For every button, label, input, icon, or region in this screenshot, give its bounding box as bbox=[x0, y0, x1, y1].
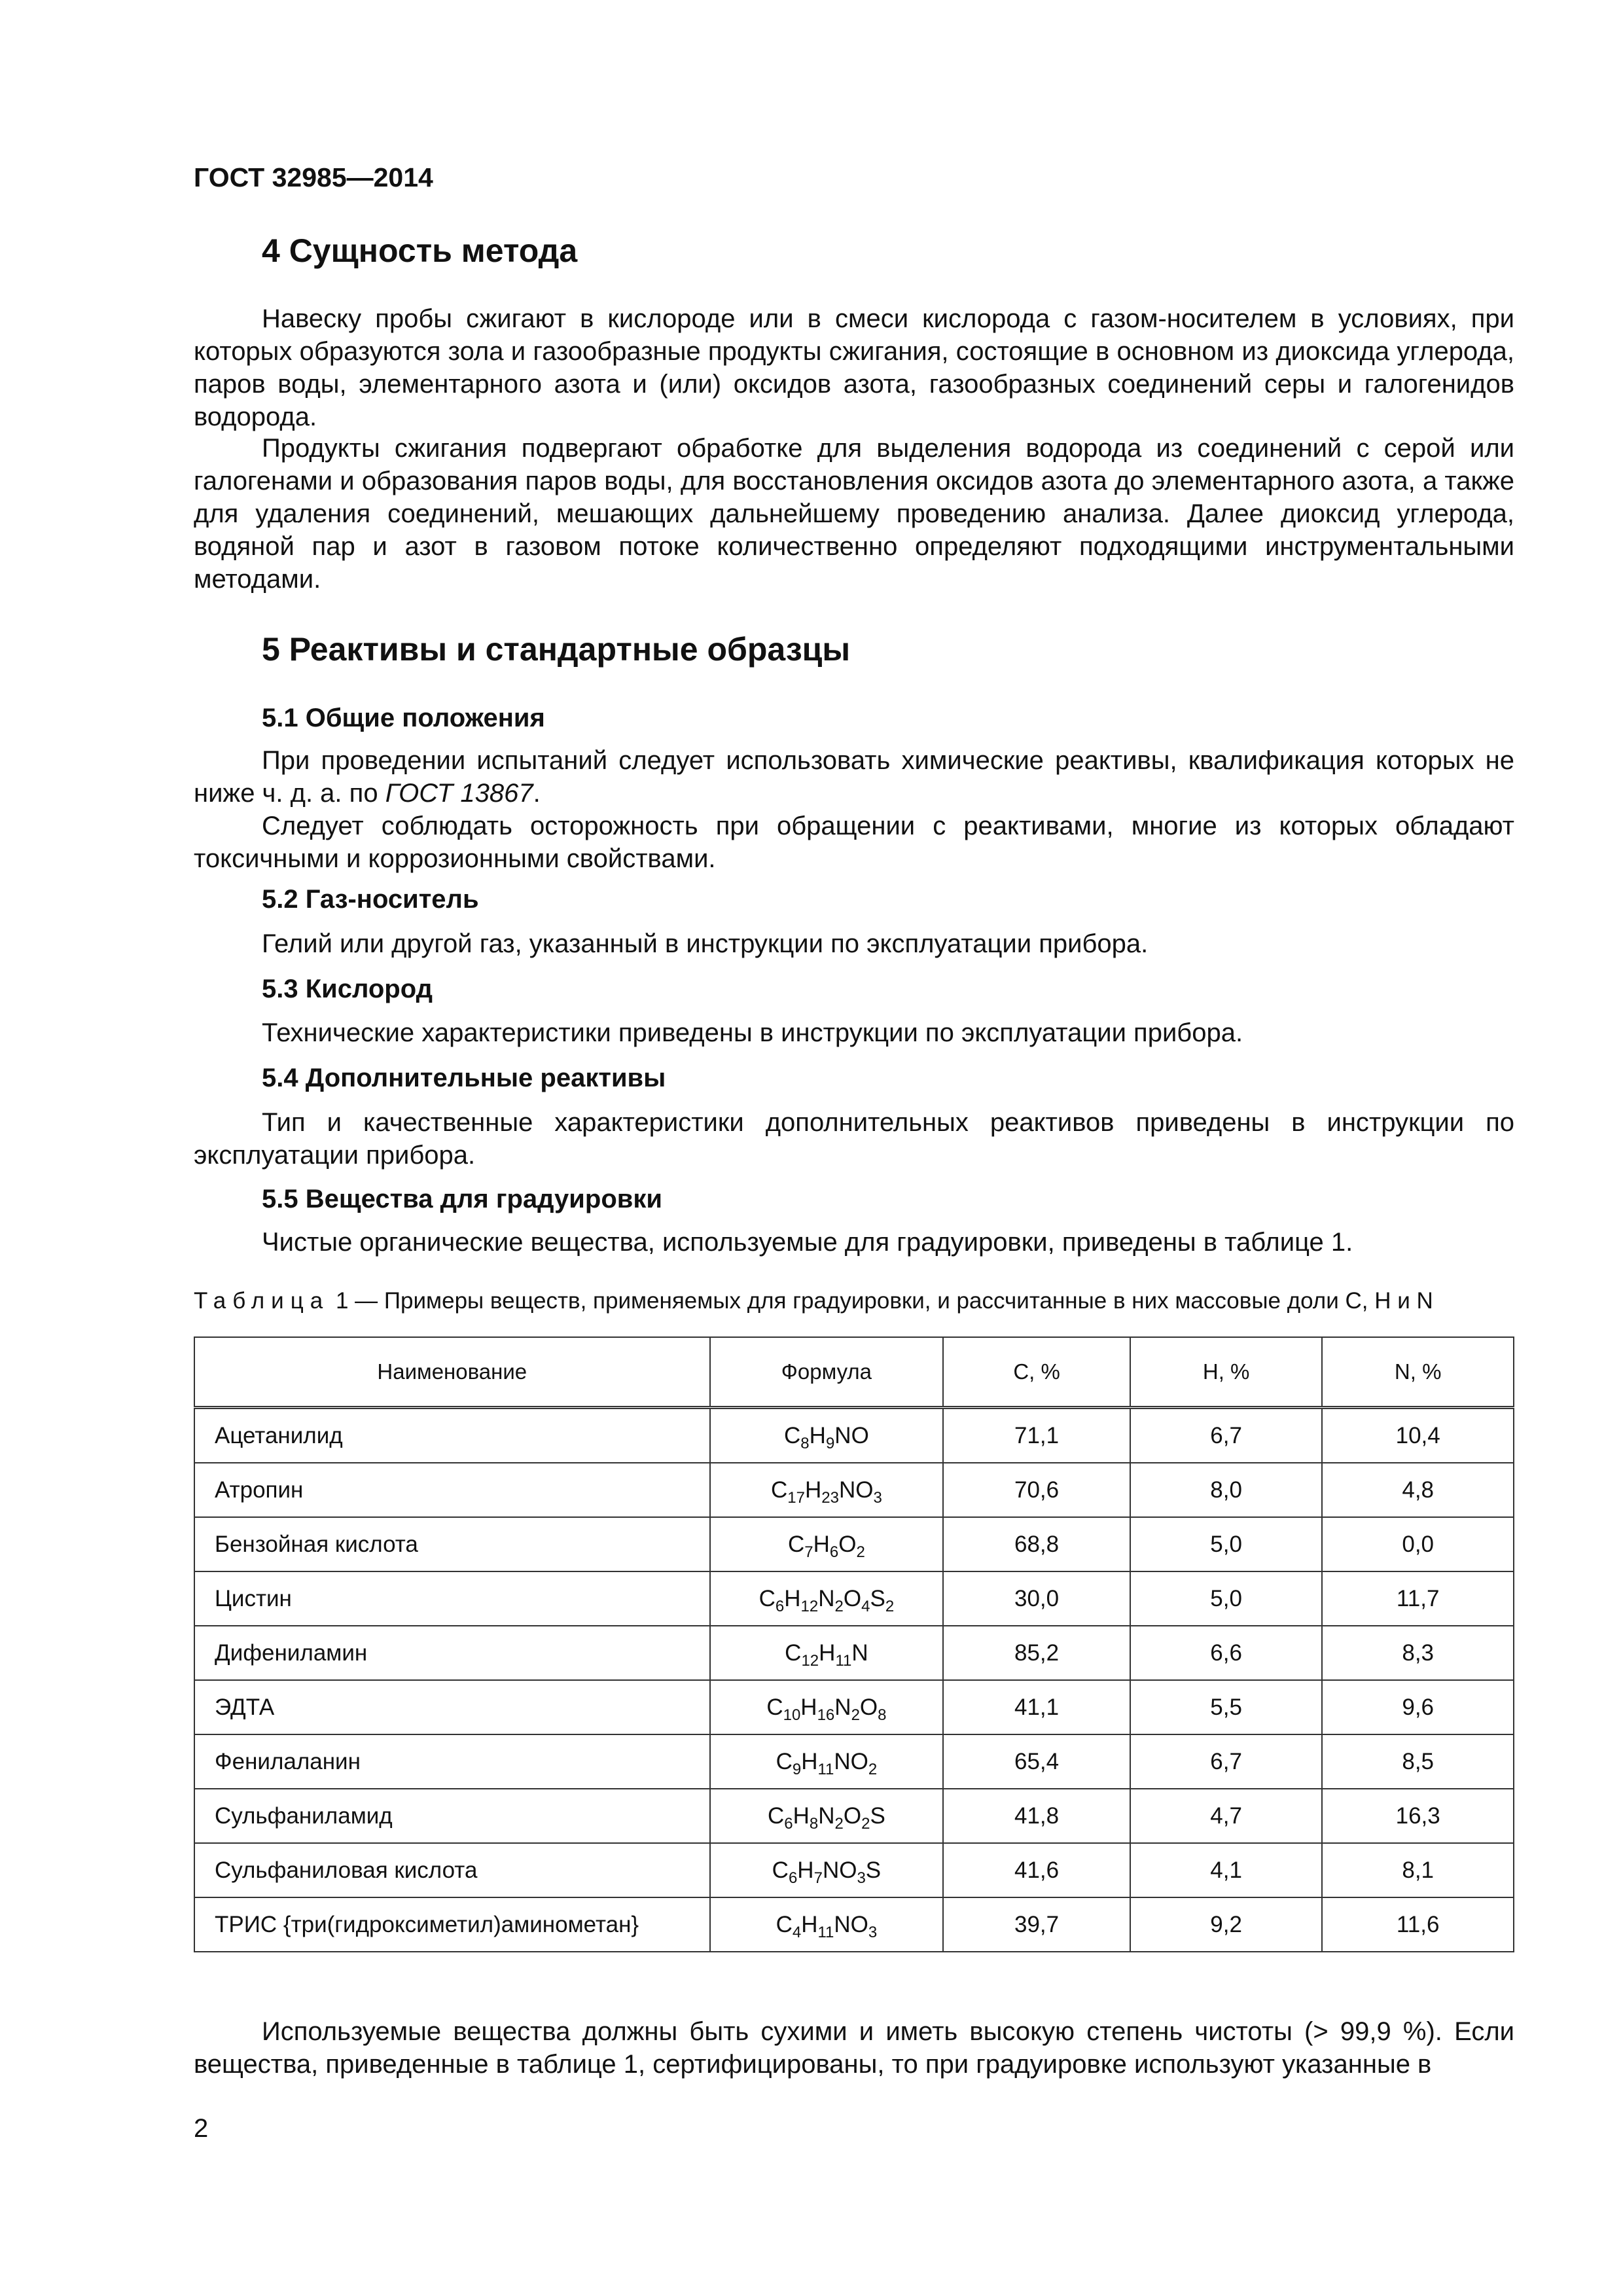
substance-name: Цистин bbox=[194, 1571, 710, 1626]
table-row bbox=[194, 1408, 1514, 1463]
section-5-2-title: 5.2 Газ-носитель bbox=[262, 885, 479, 914]
carbon-percent: 41,6 bbox=[943, 1843, 1130, 1897]
carbon-percent: 41,1 bbox=[943, 1680, 1130, 1734]
hydrogen-percent: 5,5 bbox=[1130, 1680, 1323, 1734]
header-nitrogen: N, % bbox=[1322, 1337, 1514, 1408]
formula-subscript: 7 bbox=[813, 1869, 823, 1887]
formula-element: H bbox=[784, 1585, 801, 1611]
carbon-percent: 39,7 bbox=[943, 1897, 1130, 1952]
formula-subscript: 4 bbox=[792, 1923, 802, 1941]
formula-subscript: 7 bbox=[804, 1543, 813, 1561]
formula-subscript: 9 bbox=[792, 1760, 802, 1778]
header-name: Наименование bbox=[194, 1337, 710, 1408]
formula-element: C bbox=[758, 1585, 776, 1611]
after-table-paragraph: Используемые вещества должны быть сухими и иметь высокую степень чистоты (> 99,9 %). Если вещества, приведенные в таблице 1, сертифицированы, то при градуировке используют указанные в bbox=[194, 2017, 1514, 2079]
formula-subscript: 2 bbox=[868, 1760, 878, 1778]
chemical-formula bbox=[710, 1463, 944, 1517]
nitrogen-percent: 4,8 bbox=[1322, 1463, 1514, 1517]
formula-element: H bbox=[800, 1694, 817, 1720]
page-number: 2 bbox=[194, 2114, 209, 2143]
formula-element: H bbox=[793, 1803, 810, 1829]
table-caption-text: 1 — Примеры веществ, применяемых для градуировки, и рассчитанные в них массовые доли С, Н и N bbox=[329, 1288, 1433, 1314]
formula-element: N bbox=[834, 1694, 851, 1720]
table-row bbox=[194, 1517, 1514, 1571]
section-5-5-title: 5.5 Вещества для градуировки bbox=[262, 1185, 662, 1213]
formula-subscript: 9 bbox=[825, 1434, 835, 1452]
nitrogen-percent: 8,3 bbox=[1322, 1626, 1514, 1680]
table-caption-label: Таблица bbox=[194, 1288, 330, 1314]
header-carbon: С, % bbox=[943, 1337, 1130, 1408]
formula-subscript: 6 bbox=[829, 1543, 839, 1561]
formula-element: C bbox=[771, 1477, 788, 1503]
section-5-4-title: 5.4 Дополнительные реактивы bbox=[262, 1064, 666, 1092]
formula-subscript: 8 bbox=[878, 1706, 887, 1724]
hydrogen-percent: 6,7 bbox=[1130, 1734, 1323, 1789]
formula-element: S bbox=[870, 1803, 885, 1829]
formula-subscript: 6 bbox=[788, 1869, 798, 1887]
nitrogen-percent: 10,4 bbox=[1322, 1408, 1514, 1463]
formula-subscript: 17 bbox=[787, 1488, 805, 1507]
formula-subscript: 2 bbox=[834, 1597, 844, 1615]
section-5-5-paragraph: Чистые органические вещества, используемые для градуировки, приведены в таблице 1. bbox=[262, 1228, 1353, 1257]
formula-element: O bbox=[843, 1803, 862, 1829]
substance-name: Фенилаланин bbox=[194, 1734, 710, 1789]
section-4-paragraph-1: Навеску пробы сжигают в кислороде или в смеси кислорода с газом-носителем в условиях, при которых образуются зола и газообразные продукты сжигания, состоящие в основном из диоксида углерода, паров воды, элементарного азота и (или) оксидов азота, газообразных соединений серы и галогенидов водорода. bbox=[194, 304, 1514, 431]
formula-element: N bbox=[851, 1640, 868, 1666]
table-1-caption bbox=[194, 1288, 1514, 1314]
chemical-formula bbox=[710, 1408, 944, 1463]
nitrogen-percent: 8,1 bbox=[1322, 1843, 1514, 1897]
table-row bbox=[194, 1680, 1514, 1734]
substance-name: ТРИС {три(гидроксиметил)аминометан} bbox=[194, 1897, 710, 1952]
table-1 bbox=[194, 1336, 1514, 1952]
substance-name: Ацетанилид bbox=[194, 1408, 710, 1463]
formula-subscript: 3 bbox=[857, 1869, 866, 1887]
formula-element: H bbox=[813, 1531, 830, 1557]
formula-subscript: 3 bbox=[873, 1488, 882, 1507]
formula-subscript: 11 bbox=[835, 1651, 852, 1670]
formula-element: C bbox=[776, 1911, 793, 1937]
formula-element: NO bbox=[834, 1422, 869, 1448]
chemical-formula bbox=[710, 1789, 944, 1843]
carbon-percent: 68,8 bbox=[943, 1517, 1130, 1571]
section-4-title: 4 Сущность метода bbox=[262, 232, 578, 269]
carbon-percent: 71,1 bbox=[943, 1408, 1130, 1463]
carbon-percent: 65,4 bbox=[943, 1734, 1130, 1789]
section-5-title: 5 Реактивы и стандартные образцы bbox=[262, 631, 851, 668]
header-formula: Формула bbox=[710, 1337, 944, 1408]
formula-element: C bbox=[772, 1857, 789, 1883]
carbon-percent: 85,2 bbox=[943, 1626, 1130, 1680]
formula-subscript: 2 bbox=[851, 1706, 860, 1724]
formula-subscript: 6 bbox=[775, 1597, 785, 1615]
hydrogen-percent: 4,7 bbox=[1130, 1789, 1323, 1843]
hydrogen-percent: 5,0 bbox=[1130, 1571, 1323, 1626]
substance-name: Дифениламин bbox=[194, 1626, 710, 1680]
nitrogen-percent: 16,3 bbox=[1322, 1789, 1514, 1843]
hydrogen-percent: 4,1 bbox=[1130, 1843, 1323, 1897]
formula-subscript: 10 bbox=[783, 1706, 801, 1724]
formula-subscript: 11 bbox=[817, 1923, 834, 1941]
formula-subscript: 6 bbox=[784, 1814, 793, 1833]
carbon-percent: 70,6 bbox=[943, 1463, 1130, 1517]
substance-name: Бензойная кислота bbox=[194, 1517, 710, 1571]
formula-subscript: 8 bbox=[800, 1434, 810, 1452]
formula-subscript: 2 bbox=[885, 1597, 895, 1615]
formula-element: C bbox=[784, 1422, 801, 1448]
section-5-1-paragraph-2: Следует соблюдать осторожность при обращении с реактивами, многие из которых обладают токсичными и коррозионными свойствами. bbox=[194, 812, 1514, 873]
hydrogen-percent: 8,0 bbox=[1130, 1463, 1323, 1517]
table-row bbox=[194, 1463, 1514, 1517]
hydrogen-percent: 9,2 bbox=[1130, 1897, 1323, 1952]
formula-element: O bbox=[838, 1531, 857, 1557]
formula-element: H bbox=[801, 1748, 818, 1774]
header-hydrogen: Н, % bbox=[1130, 1337, 1323, 1408]
chemical-formula bbox=[710, 1571, 944, 1626]
substance-name: Сульфаниламид bbox=[194, 1789, 710, 1843]
formula-subscript: 2 bbox=[856, 1543, 865, 1561]
table-row bbox=[194, 1789, 1514, 1843]
substance-name: ЭДТА bbox=[194, 1680, 710, 1734]
formula-subscript: 2 bbox=[861, 1814, 870, 1833]
table-row bbox=[194, 1734, 1514, 1789]
substance-name: Атропин bbox=[194, 1463, 710, 1517]
formula-element: H bbox=[809, 1422, 826, 1448]
formula-element: H bbox=[801, 1911, 818, 1937]
formula-element: C bbox=[767, 1803, 785, 1829]
section-5-4-paragraph: Тип и качественные характеристики дополнительных реактивов приведены в инструкции по эксплуатации прибора. bbox=[194, 1108, 1514, 1170]
formula-element: NO bbox=[834, 1748, 868, 1774]
formula-element: C bbox=[787, 1531, 805, 1557]
section-5-1-paragraph-1: При проведении испытаний следует использовать химические реактивы, квалификация которых не ниже ч. д. а. по ГОСТ 13867. bbox=[194, 746, 1514, 808]
nitrogen-percent: 11,6 bbox=[1322, 1897, 1514, 1952]
formula-element: H bbox=[819, 1640, 836, 1666]
section-4-paragraph-2: Продукты сжигания подвергают обработке для выделения водорода из соединений с серой или галогенами и образования паров воды, для восстановления оксидов азота до элементарного азота, а также для удаления соединений, мешающих дальнейшему проведению анализа. Далее диоксид углерода, водяной пар и азот в газовом потоке количественно определяют подходящими инструментальными методами. bbox=[194, 434, 1514, 594]
formula-subscript: 8 bbox=[809, 1814, 819, 1833]
chemical-formula bbox=[710, 1843, 944, 1897]
hydrogen-percent: 6,6 bbox=[1130, 1626, 1323, 1680]
section-5-3-paragraph: Технические характеристики приведены в инструкции по эксплуатации прибора. bbox=[262, 1018, 1243, 1047]
table-row bbox=[194, 1626, 1514, 1680]
formula-element: NO bbox=[834, 1911, 868, 1937]
chemical-formula bbox=[710, 1897, 944, 1952]
formula-element: H bbox=[797, 1857, 814, 1883]
formula-subscript: 2 bbox=[834, 1814, 844, 1833]
nitrogen-percent: 11,7 bbox=[1322, 1571, 1514, 1626]
section-5-1-title: 5.1 Общие положения bbox=[262, 704, 545, 732]
formula-subscript: 11 bbox=[817, 1760, 834, 1778]
formula-subscript: 16 bbox=[817, 1706, 835, 1724]
nitrogen-percent: 8,5 bbox=[1322, 1734, 1514, 1789]
chemical-formula bbox=[710, 1734, 944, 1789]
section-5-3-title: 5.3 Кислород bbox=[262, 975, 433, 1003]
chemical-formula bbox=[710, 1626, 944, 1680]
formula-subscript: 4 bbox=[861, 1597, 870, 1615]
formula-element: C bbox=[776, 1748, 793, 1774]
formula-element: NO bbox=[822, 1857, 857, 1883]
carbon-percent: 30,0 bbox=[943, 1571, 1130, 1626]
chemical-formula bbox=[710, 1517, 944, 1571]
formula-element: N bbox=[818, 1803, 835, 1829]
substance-name: Сульфаниловая кислота bbox=[194, 1843, 710, 1897]
formula-element: O bbox=[843, 1585, 862, 1611]
hydrogen-percent: 6,7 bbox=[1130, 1408, 1323, 1463]
formula-element: H bbox=[804, 1477, 822, 1503]
chemical-formula bbox=[710, 1680, 944, 1734]
formula-element: C bbox=[785, 1640, 802, 1666]
section-5-2-paragraph: Гелий или другой газ, указанный в инструкции по эксплуатации прибора. bbox=[262, 929, 1149, 958]
formula-element: NO bbox=[838, 1477, 874, 1503]
formula-element: N bbox=[818, 1585, 835, 1611]
carbon-percent: 41,8 bbox=[943, 1789, 1130, 1843]
formula-subscript: 23 bbox=[821, 1488, 839, 1507]
formula-element: O bbox=[859, 1694, 878, 1720]
table-row bbox=[194, 1843, 1514, 1897]
formula-element: S bbox=[865, 1857, 882, 1883]
formula-subscript: 3 bbox=[868, 1923, 878, 1941]
table-row bbox=[194, 1571, 1514, 1626]
table-row bbox=[194, 1897, 1514, 1952]
formula-subscript: 12 bbox=[801, 1651, 819, 1670]
nitrogen-percent: 0,0 bbox=[1322, 1517, 1514, 1571]
formula-element: C bbox=[766, 1694, 783, 1720]
document-code: ГОСТ 32985—2014 bbox=[194, 162, 433, 192]
hydrogen-percent: 5,0 bbox=[1130, 1517, 1323, 1571]
nitrogen-percent: 9,6 bbox=[1322, 1680, 1514, 1734]
table-header-row bbox=[194, 1337, 1514, 1408]
formula-element: S bbox=[870, 1585, 885, 1611]
formula-subscript: 12 bbox=[800, 1597, 819, 1615]
gost-reference-link[interactable]: ГОСТ 13867 bbox=[385, 779, 533, 808]
